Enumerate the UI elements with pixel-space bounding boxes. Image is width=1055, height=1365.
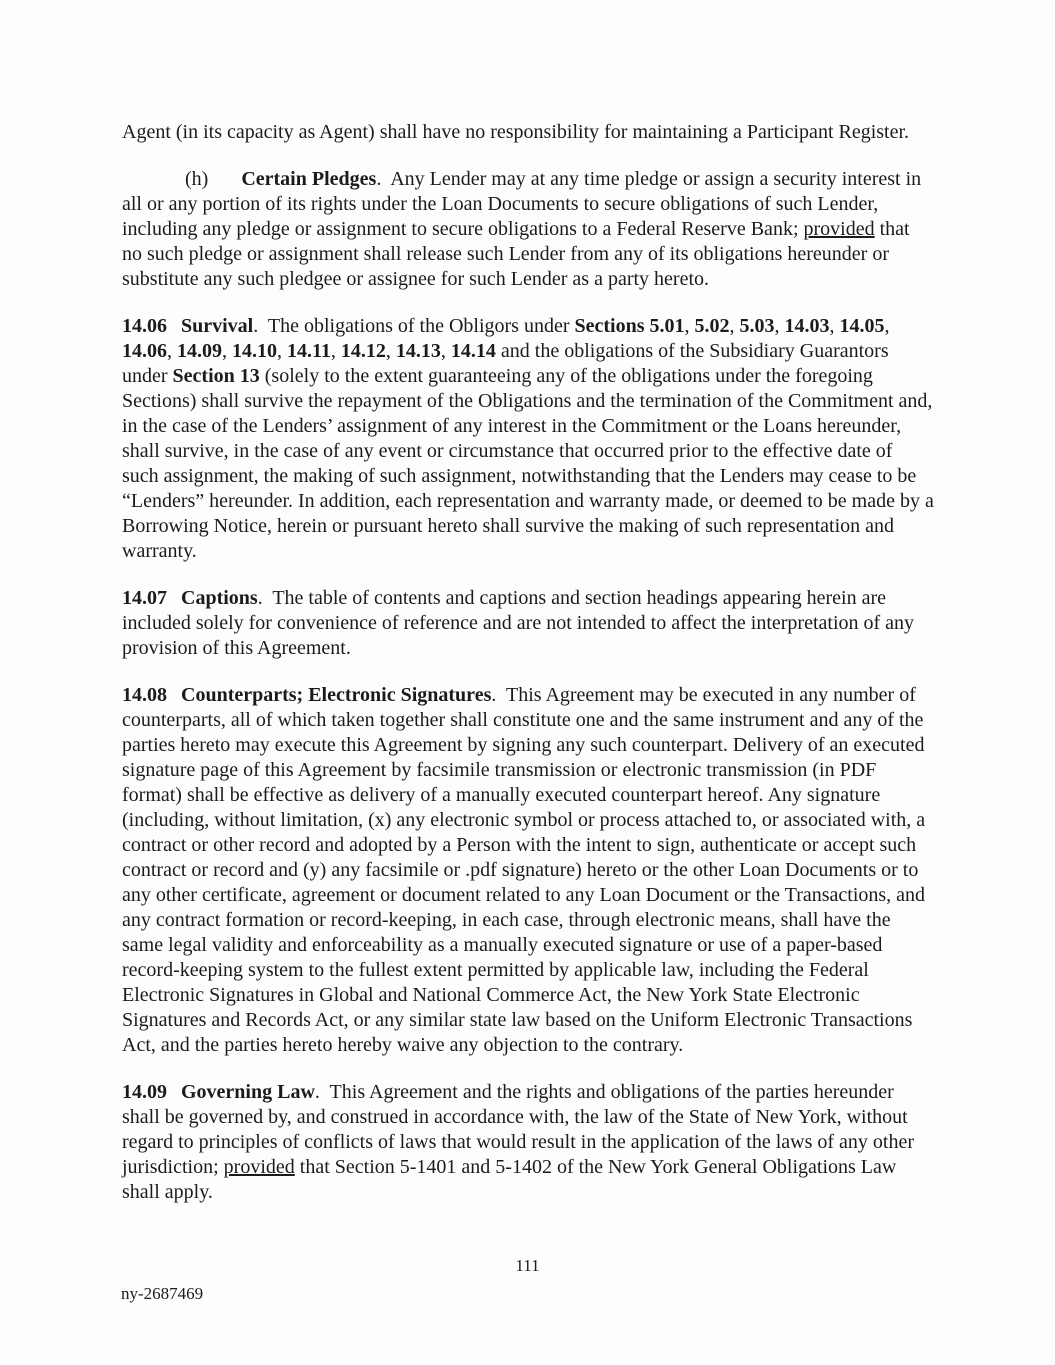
page-number: 111 (515, 1256, 540, 1275)
text-run: Agent (in its capacity as Agent) shall have no responsibility for maintaining a Participant Register. (122, 121, 910, 143)
para-14-06-survival (122, 314, 934, 564)
para-14-09-governing-law (122, 1080, 934, 1205)
para-14-07-captions (122, 586, 934, 661)
text-run: Survival (181, 315, 254, 337)
text-run: provided (803, 218, 875, 240)
text-run: . This Agreement and the rights and obligations of the parties hereunder shall be governed by, and construed in accordance with, the law of the State of New York, without regard to principles of conflicts of laws that would result in the application of the laws of any other jurisdiction; (122, 1081, 915, 1178)
text-run: 14.05 (839, 315, 885, 337)
text-run: 14.09 (122, 1081, 167, 1103)
text-run: . This Agreement may be executed in any number of counterparts, all of which taken together shall constitute one and the same instrument and any of the parties hereto may execute this Agreement by signing any such counterpart. Delivery of an executed signature page of this Agreement by facsimile transmission or electronic transmission (in PDF format) shall be effective as delivery of a manually executed counterpart hereof. Any signature (including, without limitation, (x) any electronic symbol or process attached to, or associated with, a contract or other record and adopted by a Person with the intent to sign, authenticate or accept such contract or record and (y) any facsimile or .pdf signature) hereto or the other Loan Documents or to any other certificate, agreement or document related to any Loan Document or the Transactions, and any contract formation or record-keeping, in each case, through electronic means, shall have the same legal validity and enforceability as a manually executed signature or use of a paper-based record-keeping system to the fullest extent permitted by applicable law, including the Federal Electronic Signatures in Global and National Commerce Act, the New York State Electronic Signatures and Records Act, or any similar state law based on the Uniform Electronic Transactions Act, and the parties hereto hereby waive any objection to the contrary. (122, 684, 926, 1056)
text-run: , (385, 340, 396, 362)
text-run: 14.11 (287, 340, 331, 362)
text-run: 14.09 (177, 340, 222, 362)
tab-spacer (167, 331, 181, 332)
text-run: 14.12 (340, 340, 386, 362)
tab-spacer (122, 184, 185, 185)
text-run: 14.10 (232, 340, 277, 362)
text-run: Captions (181, 587, 258, 609)
text-run: 5.03 (739, 315, 775, 337)
text-run: Certain Pledges (241, 168, 377, 190)
text-run: Governing Law (181, 1081, 315, 1103)
para-participant-register-continuation (122, 120, 934, 145)
text-run: and the obligations of the Subsidiary Guarantors under (122, 340, 889, 387)
text-run: 14.03 (784, 315, 830, 337)
text-run: that Section 5-1401 and 5-1402 of the New York General Obligations Law shall apply. (122, 1156, 897, 1203)
tab-spacer (167, 1097, 181, 1098)
text-run: , (440, 340, 451, 362)
text-run: 14.08 (122, 684, 167, 706)
text-run: Section 13 (172, 365, 260, 387)
text-run: . The table of contents and captions and section headings appearing herein are included solely for convenience of reference and are not intended to affect the interpretation of any provision of this Agreement. (122, 587, 915, 659)
text-run: , (884, 315, 890, 337)
text-run: 14.14 (450, 340, 496, 362)
text-run: . The obligations of the Obligors under (253, 315, 575, 337)
text-run: 5.02 (694, 315, 730, 337)
text-run: . Any Lender may at any time pledge or assign a security interest in all or any portion of its rights under the Loan Documents to secure obligations of such Lender, including any pledge or assignment to secure obligations to a Federal Reserve Bank; (122, 168, 922, 240)
para-h-certain-pledges (122, 167, 934, 292)
text-run: , (829, 315, 840, 337)
document-id: ny-2687469 (121, 1284, 204, 1303)
text-run: , (684, 315, 695, 337)
text-run: , (167, 340, 177, 362)
text-run: Counterparts; Electronic Signatures (181, 684, 492, 706)
text-run: that no such pledge or assignment shall release such Lender from any of its obligations hereunder or substitute any such pledgee or assignee for such Lender as a party hereto. (122, 218, 910, 290)
text-run: (solely to the extent guaranteeing any of the obligations under the foregoing Sections) shall survive the repayment of the Obligations and the termination of the Commitment and, in the case of the Lenders’ assignment of any interest in the Commitment or the Loans hereunder, shall survive, in the case of any event or circumstance that occurred prior to the effective date of such assignment, the making of such assignment, notwithstanding that the Lenders may cease to be “Lenders” hereunder. In addition, each representation and warranty made, or deemed to be made by a Borrowing Notice, herein or pursuant hereto shall survive the making of such representation and warranty. (122, 365, 934, 562)
text-run: Sections 5.01 (574, 315, 685, 337)
text-run: , (774, 315, 785, 337)
tab-spacer (167, 700, 181, 701)
text-run: 14.07 (122, 587, 167, 609)
document-body (122, 120, 934, 1227)
text-run: provided (223, 1156, 295, 1178)
text-run: 14.06 (122, 340, 167, 362)
text-run: , (277, 340, 287, 362)
para-14-08-counterparts-electronic-signatures (122, 683, 934, 1058)
tab-spacer (208, 184, 241, 185)
text-run: 14.13 (395, 340, 441, 362)
text-run: , (222, 340, 232, 362)
text-run: , (330, 340, 341, 362)
tab-spacer (167, 603, 181, 604)
text-run: 14.06 (122, 315, 167, 337)
text-run: , (729, 315, 740, 337)
text-run: (h) (185, 168, 209, 190)
